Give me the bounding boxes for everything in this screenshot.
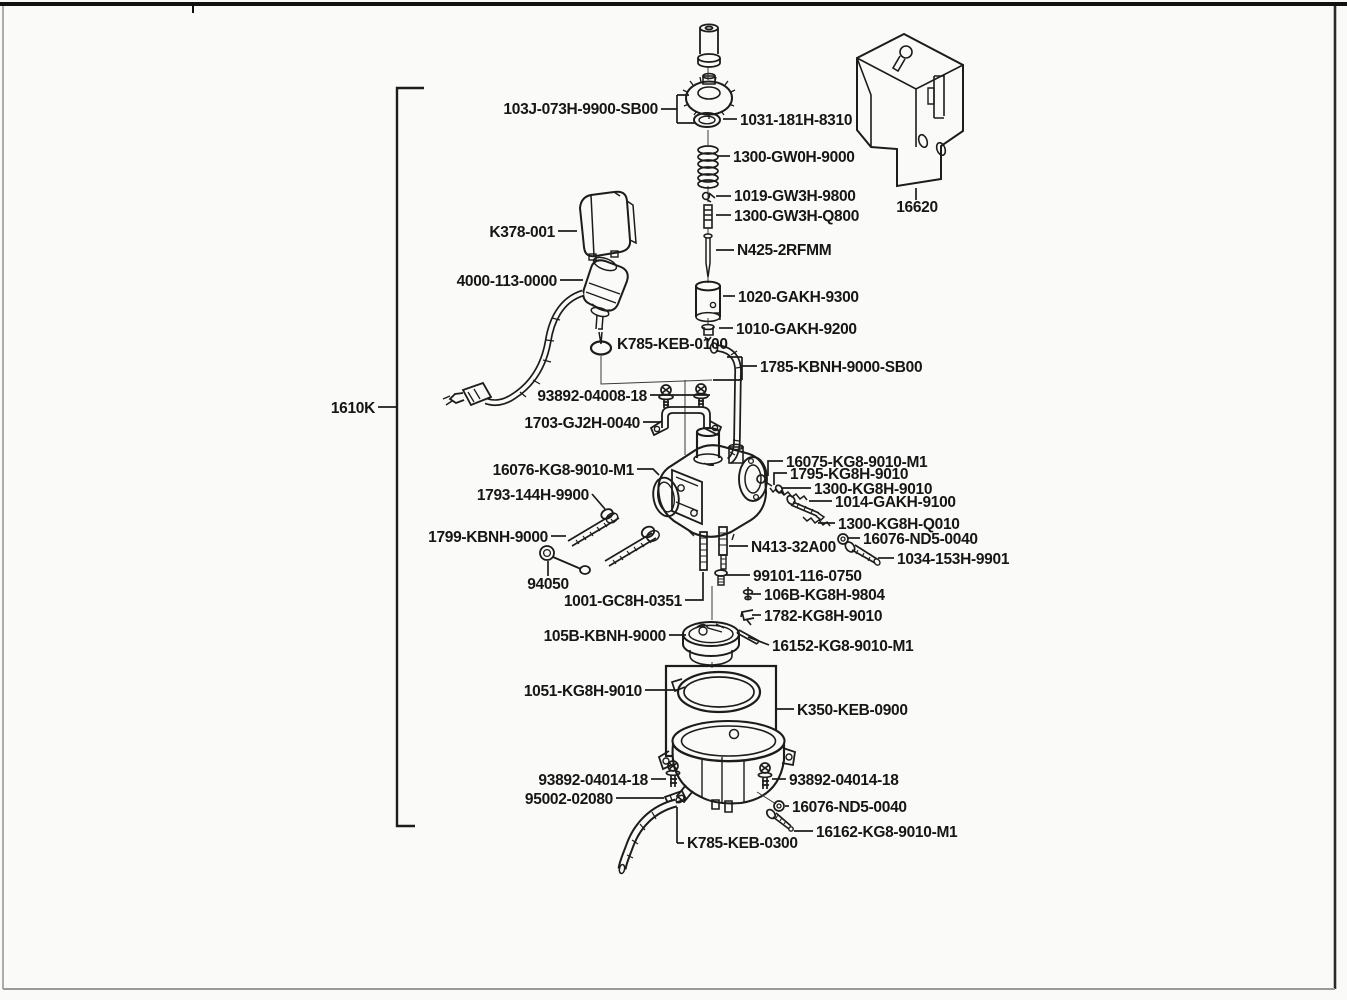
- float-drawing: [683, 622, 739, 665]
- assembly-bracket-1610k: [397, 88, 424, 826]
- part-label-1020-gakh-9300: 1020-GAKH-9300: [738, 289, 859, 306]
- part-label-k378-001: K378-001: [489, 224, 555, 241]
- part-label-1799-kbnh-9000: 1799-KBNH-9000: [428, 529, 548, 546]
- part-label-1034-153h-9901: 1034-153H-9901: [897, 551, 1010, 568]
- starter-valve-tube-drawing: [710, 343, 742, 461]
- part-label-93892-04014-18-right: 93892-04014-18: [789, 772, 899, 789]
- part-label-16152-kg8-9010-m1: 16152-KG8-9010-M1: [772, 638, 914, 655]
- part-label-16076-nd5-0040-mid: 16076-ND5-0040: [863, 531, 978, 548]
- jet-needle-drawing: [704, 234, 712, 277]
- part-label-93892-04014-18-left: 93892-04014-18: [538, 772, 648, 789]
- drain-hose-drawing: [619, 791, 686, 874]
- assembly-label-1610k: 1610K: [330, 400, 375, 417]
- cdi-unit-drawing: [580, 192, 636, 260]
- throttle-valve-drawing: [696, 282, 720, 322]
- part-label-1703-gj2h-0040: 1703-GJ2H-0040: [524, 415, 640, 432]
- part-label-16620: 16620: [896, 199, 938, 216]
- needle-holder-drawing: [704, 205, 712, 228]
- part-label-1031-181h-8310: 1031-181H-8310: [740, 112, 853, 129]
- part-label-94050: 94050: [527, 576, 569, 593]
- part-label-1795-kg8h-9010: 1795-KG8H-9010: [790, 466, 909, 483]
- part-label-1300-kg8h-q010: 1300-KG8H-Q010: [838, 516, 960, 533]
- part-label-1010-gakh-9200: 1010-GAKH-9200: [736, 321, 857, 338]
- part-label-1014-gakh-9100: 1014-GAKH-9100: [835, 494, 956, 511]
- part-label-1300-gw3h-q800: 1300-GW3H-Q800: [734, 208, 860, 225]
- part-label-1300-gw0h-9000: 1300-GW0H-9000: [733, 149, 855, 166]
- part-label-1051-kg8h-9010: 1051-KG8H-9010: [523, 683, 642, 700]
- part-label-n425-2rfmm: N425-2RFMM: [737, 242, 832, 259]
- part-label-16075-kg8-9010-m1: 16075-KG8-9010-M1: [786, 454, 928, 471]
- part-label-16162-kg8-9010-m1: 16162-KG8-9010-M1: [816, 824, 958, 841]
- part-label-1785-kbnh-9000-sb00: 1785-KBNH-9000-SB00: [760, 359, 923, 376]
- part-label-103j-073h-9900-sb00: 103J-073H-9900-SB00: [503, 101, 658, 118]
- mount-bracket-16620-drawing: [857, 34, 963, 186]
- throttle-spring-drawing: [698, 146, 718, 188]
- part-label-16076-nd5-0040-bottom: 16076-ND5-0040: [792, 799, 907, 816]
- part-label-1793-144h-9900: 1793-144H-9900: [476, 487, 589, 504]
- body-gasket-drawing: [650, 476, 681, 519]
- part-label-106b-kg8h-9804: 106B-KG8H-9804: [764, 587, 885, 604]
- part-label-4000-113-0000: 4000-113-0000: [456, 273, 557, 290]
- part-label-1019-gw3h-9800: 1019-GW3H-9800: [734, 188, 856, 205]
- part-label-k785-keb-0100: K785-KEB-0100: [617, 336, 728, 353]
- part-label-1001-gc8h-0351: 1001-GC8H-0351: [563, 593, 682, 610]
- bowl-gasket-drawing: [672, 672, 760, 712]
- part-label-k785-keb-0300: K785-KEB-0300: [687, 835, 798, 852]
- cable-adjuster-drawing: [698, 24, 720, 67]
- part-label-95002-02080: 95002-02080: [524, 791, 613, 808]
- top-cover-screws-drawing: [659, 384, 708, 408]
- bystarter-drawing: [583, 255, 628, 344]
- float-bowl-drawing: [659, 721, 795, 812]
- stay-bracket-drawing: [651, 407, 721, 435]
- part-label-93892-04008-18: 93892-04008-18: [537, 388, 647, 405]
- part-label-k350-keb-0900: K350-KEB-0900: [797, 702, 908, 719]
- manifold-studs-drawing: [568, 507, 661, 566]
- part-label-99101-116-0750: 99101-116-0750: [753, 568, 862, 585]
- part-label-105b-kbnh-9000: 105B-KBNH-9000: [543, 628, 666, 645]
- part-label-1300-kg8h-9010: 1300-KG8H-9010: [814, 481, 933, 498]
- part-label-1782-kg8h-9010: 1782-KG8H-9010: [764, 608, 883, 625]
- float-clip-drawing: [741, 610, 754, 625]
- part-label-16076-kg8-9010-m1: 16076-KG8-9010-M1: [492, 462, 634, 479]
- part-labels: [331, 101, 1010, 852]
- needle-clip-drawing: [703, 193, 715, 202]
- part-label-n413-32a00: N413-32A00: [751, 539, 836, 556]
